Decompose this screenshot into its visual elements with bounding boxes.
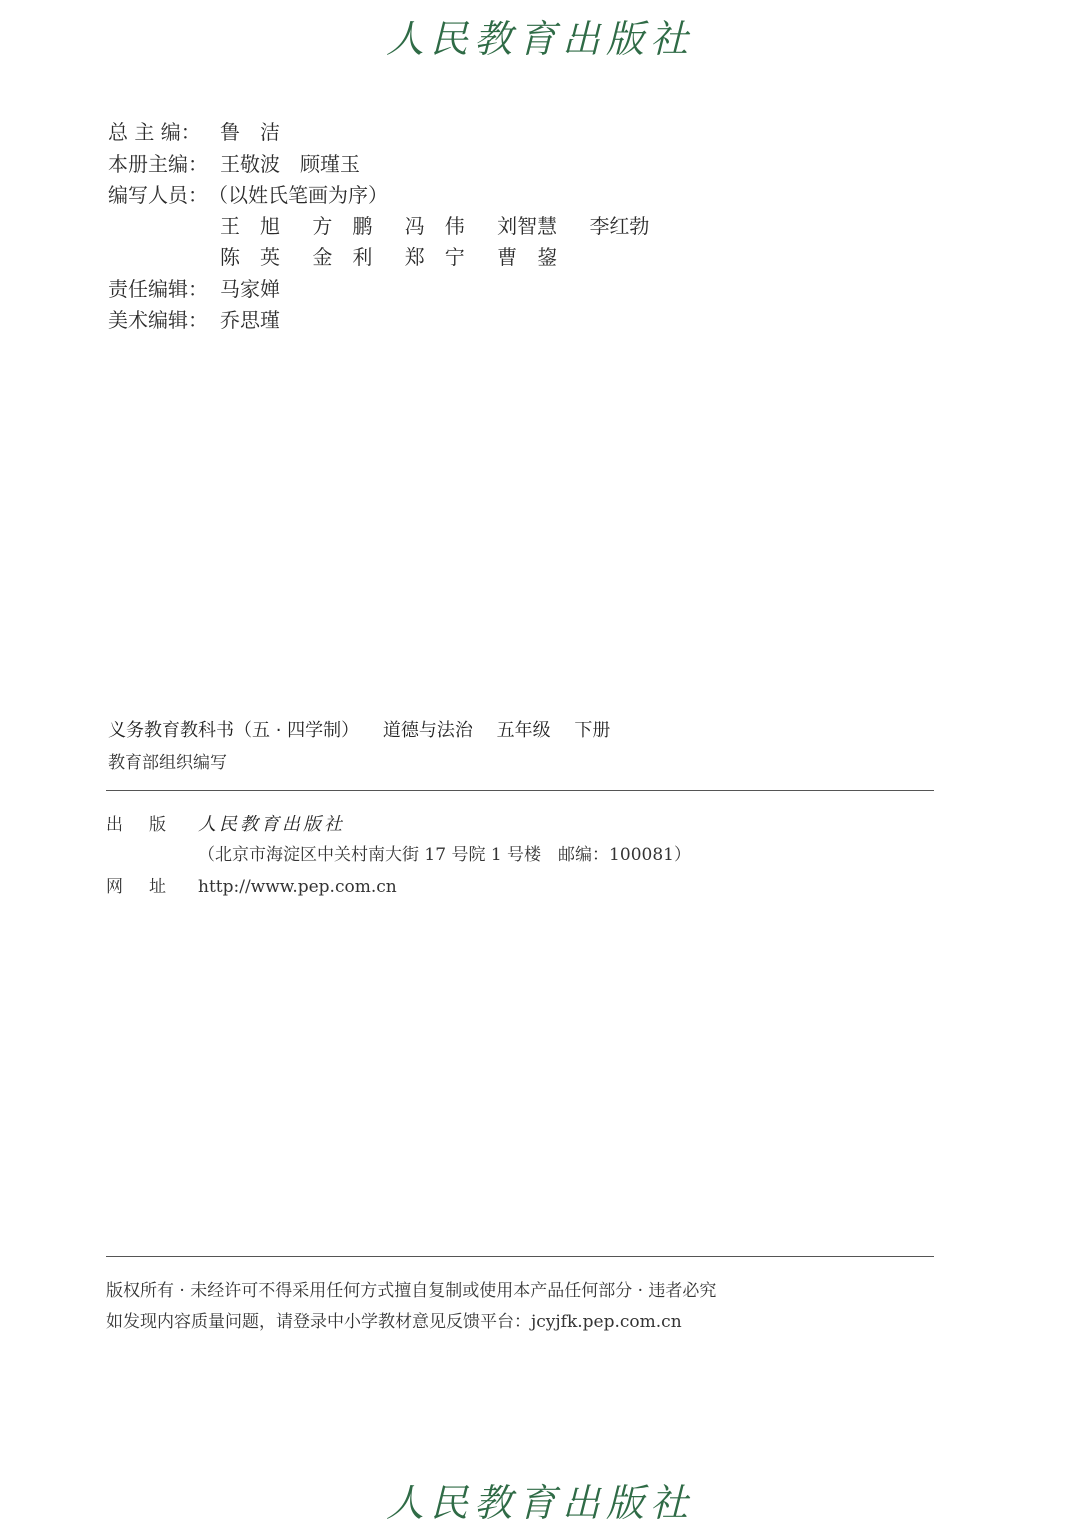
volume-editor-label: 本册主编： <box>108 152 208 176</box>
book-subject: 道德与法治 <box>382 720 473 741</box>
writer-name: 金 利 <box>312 245 373 269</box>
copyright-notice: 版权所有 · 未经许可不得采用任何方式擅自复制或使用本产品任何部分 · 违者必究 <box>106 1281 717 1301</box>
volume-editor-names: 王敬波 顾瑾玉 <box>220 152 360 176</box>
writer-name: 方 鹏 <box>312 214 373 238</box>
compiled-by: 教育部组织编写 <box>108 753 227 773</box>
writers-note: （以姓氏笔画为序） <box>208 183 388 207</box>
website-row <box>106 872 397 897</box>
writers-label: 编写人员： <box>108 183 208 207</box>
writer-name: 李红勃 <box>589 214 650 238</box>
responsible-editor-name: 马家婵 <box>220 277 280 301</box>
writers-list-row1 <box>220 210 649 239</box>
publisher-row <box>106 810 345 836</box>
writer-name: 郑 宁 <box>404 245 465 269</box>
book-series: 义务教育教科书（五 · 四学制） <box>108 720 360 741</box>
website-link[interactable]: http://www.pep.com.cn <box>198 877 397 897</box>
chief-editor-name: 鲁 洁 <box>220 120 280 144</box>
website-label: 网址 <box>106 877 192 897</box>
chief-editor-label: 总 主 编： <box>108 120 201 144</box>
responsible-editor-label: 责任编辑： <box>108 277 208 301</box>
writer-name: 冯 伟 <box>404 214 465 238</box>
writers-list-row2 <box>220 241 557 270</box>
book-grade: 五年级 <box>496 720 551 741</box>
art-editor-name: 乔思瑾 <box>220 308 280 332</box>
book-volume: 下册 <box>574 720 611 741</box>
publisher-logo-small: 人民教育出版社 <box>198 814 345 835</box>
divider-bottom <box>106 1256 934 1257</box>
writer-name: 陈 英 <box>220 245 280 269</box>
divider-top <box>106 790 934 791</box>
art-editor-label: 美术编辑： <box>108 308 208 332</box>
writer-name: 王 旭 <box>220 214 280 238</box>
writer-name: 刘智慧 <box>497 214 558 238</box>
feedback-notice: 如发现内容质量问题，请登录中小学教材意见反馈平台：jcyjfk.pep.com.cn <box>106 1312 682 1332</box>
publisher-logo-bottom: 人民教育出版社 <box>385 1481 694 1525</box>
book-title <box>108 716 628 742</box>
publisher-logo-top: 人民教育出版社 <box>385 17 694 61</box>
publisher-address: （北京市海淀区中关村南大街 17 号院 1 号楼 邮编：100081） <box>198 845 691 865</box>
publisher-label: 出版 <box>106 815 192 835</box>
writer-name: 曹 鋆 <box>497 245 558 269</box>
